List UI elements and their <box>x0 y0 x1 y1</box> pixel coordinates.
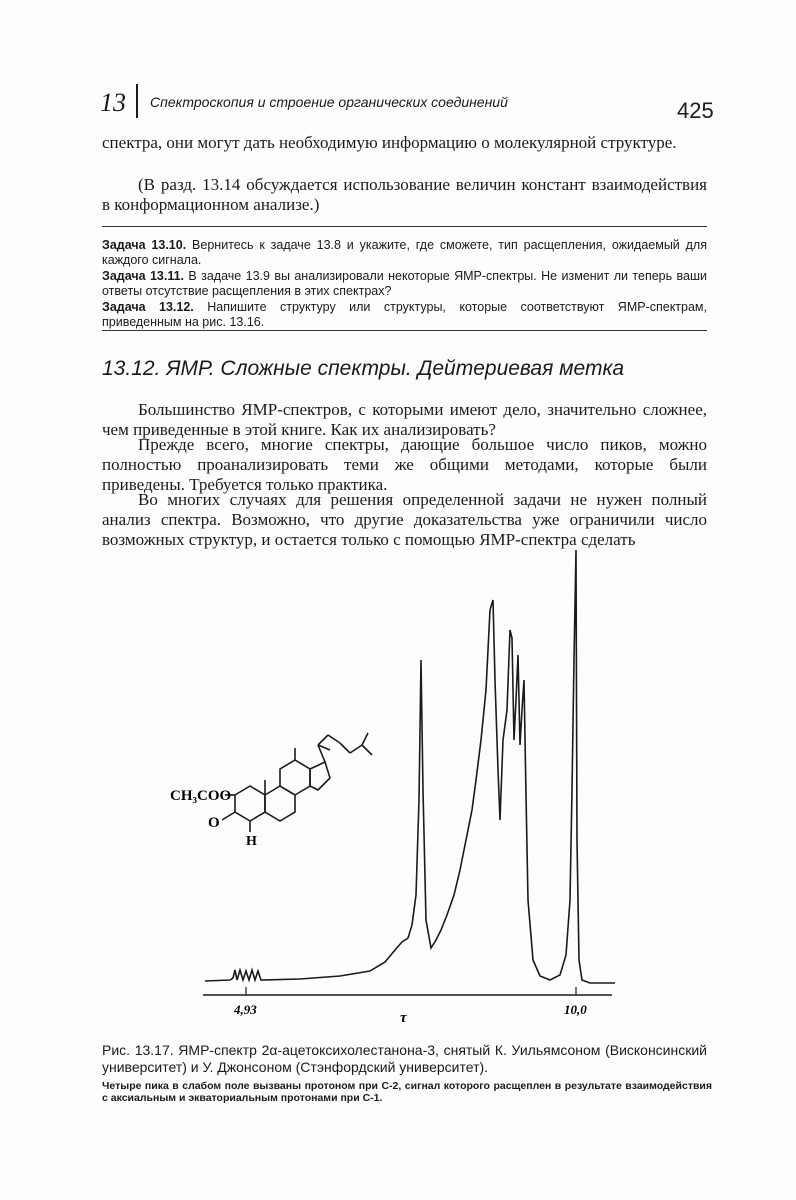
tasks-top-rule <box>102 226 707 227</box>
task-label: Задача 13.10. <box>102 238 187 252</box>
axis-label-tau: τ <box>400 1010 407 1026</box>
tick-label-10-0: 10,0 <box>564 1002 587 1017</box>
molecule-structure <box>222 733 372 832</box>
task-text: Вернитесь к задаче 13.8 и укажите, где сможете, тип расщепления, ожидаемый для каждого сигнала. <box>102 238 707 267</box>
intro-paragraph-2: (В разд. 13.14 обсуждается использование величин констант взаимодействия в конформационном анализе.) <box>102 175 707 214</box>
task-13-12 <box>102 300 707 330</box>
task-text: В задаче 13.9 вы анализировали некоторые ЯМР-спектры. Не изменит ли теперь ваши ответы отсутствие расщепления в этих спектрах? <box>102 269 707 298</box>
section-title: 13.12. ЯМР. Сложные спектры. Дейтериевая метка <box>102 357 625 380</box>
task-13-10 <box>102 238 707 268</box>
body-paragraph-2: Прежде всего, многие спектры, дающие большое число пиков, можно полностью проанализировать теми же общими методами, которые были приведены. Требуется только практика. <box>102 435 707 494</box>
chapter-title: Спектроскопия и строение органических соединений <box>150 94 508 110</box>
figure-caption: Рис. 13.17. ЯМР-спектр 2α-ацетоксихолестанона-3, снятый К. Уильямсоном (Висконсинский университет) и У. Джонсоном (Стэнфордский университет). <box>102 1042 707 1075</box>
task-label: Задача 13.11. <box>102 269 185 283</box>
task-label: Задача 13.12. <box>102 300 194 314</box>
ester-label: CH₃COO <box>170 788 232 804</box>
figure-note: Четыре пика в слабом поле вызваны протоном при С-2, сигнал которого расщеплен в результате взаимодействия с аксиальным и экваториальным протонами при С-1. <box>102 1080 712 1104</box>
h-label: H <box>246 834 257 849</box>
chapter-divider <box>136 84 138 118</box>
chapter-number: 13 <box>100 88 126 117</box>
task-13-11 <box>102 269 707 299</box>
tasks-bottom-rule <box>102 330 707 331</box>
body-paragraph-1: Большинство ЯМР-спектров, с которыми имеют дело, значительно сложнее, чем приведенные в этой книге. Как их анализировать? <box>102 400 707 439</box>
intro-paragraph-1: спектра, они могут дать необходимую информацию о молекулярной структуре. <box>102 133 677 152</box>
page-number: 425 <box>677 98 714 123</box>
task-text: Напишите структуру или структуры, которые соответствуют ЯМР-спектрам, приведенным на рис. 13.16. <box>102 300 708 329</box>
tick-label-4-93: 4,93 <box>234 1002 257 1017</box>
body-paragraph-3: Во многих случаях для решения определенной задачи не нужен полный анализ спектра. Возможно, что другие доказательства уже ограничили число возможных структур, и остается только с помощью ЯМР-спектра сделать <box>102 490 707 549</box>
tasks-block <box>102 238 707 331</box>
spectrum-trace <box>205 550 615 983</box>
carbonyl-oxygen-label: O <box>208 815 220 831</box>
nmr-figure <box>0 540 796 1040</box>
